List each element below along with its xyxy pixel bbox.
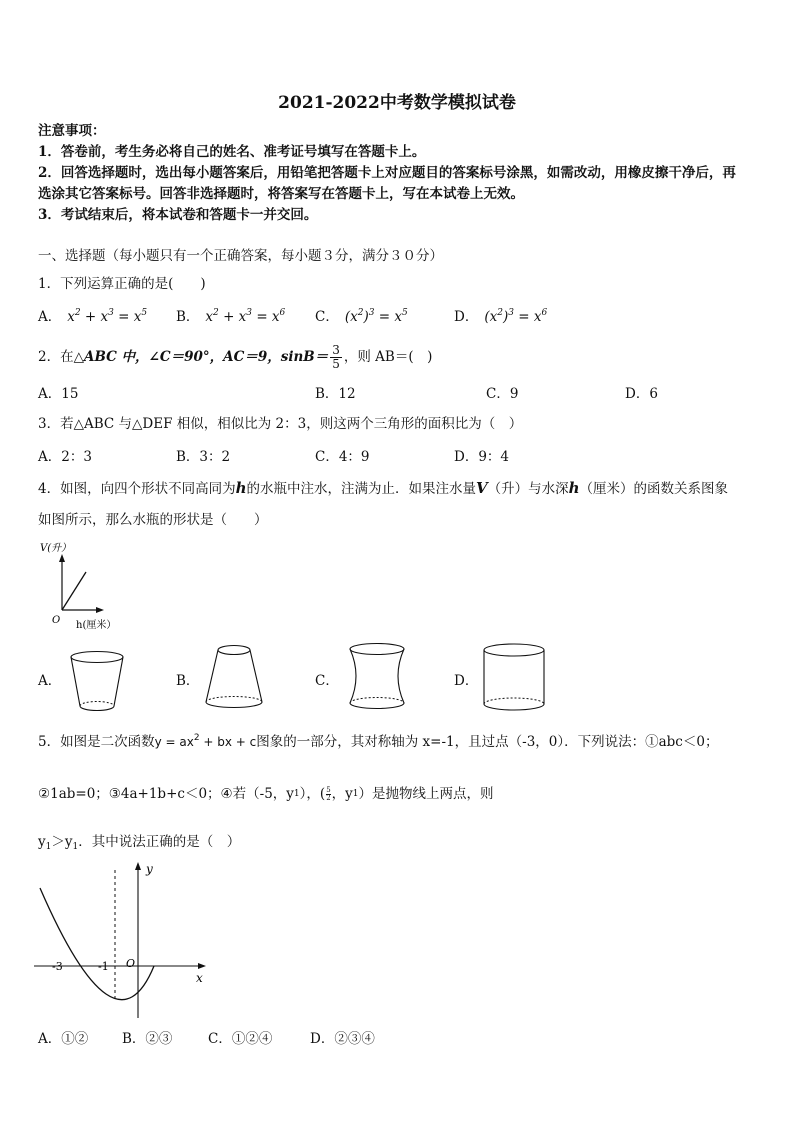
q5-parabola-graph (30, 856, 220, 1022)
page-title: 2021-2022中考数学模拟试卷 (278, 93, 516, 113)
q2-option-c: C．9 (486, 386, 519, 402)
q3-option-c: C．4：9 (315, 449, 370, 465)
q5-x-label: x (196, 971, 203, 985)
q4-option-a-bottle (66, 648, 128, 716)
q4-stem-line-2: 如图所示，那么水瓶的形状是（ ） (38, 512, 268, 528)
notice-item-2-line-1: 2．回答选择题时，选出每小题答案后，用铅笔把答题卡上对应题目的答案标号涂黑，如需改动，用橡皮擦干净后，再 (38, 165, 736, 181)
q4-option-d-label: D． (454, 673, 479, 689)
q4-graph-origin: O (52, 615, 61, 626)
q2-option-b: B．12 (315, 386, 356, 402)
q5-fraction: 5 2 (326, 785, 331, 802)
q5-parabola-curve (40, 888, 154, 1000)
q4-graph-xlabel: h(厘米） (76, 620, 117, 631)
q2-fraction: $\frac{3}{5}$ (332, 342, 340, 371)
q5-y-label: y (146, 862, 153, 876)
q5-option-d: D．②③④ (310, 1031, 375, 1047)
q2-stem: 2．在 △ABC 中，∠C＝90°，AC＝9，sinB＝ $\frac{3}{5}$ ，则 AB＝( ) (38, 342, 433, 371)
q4-graph-line (62, 572, 86, 610)
q4-option-c-label: C． (315, 673, 339, 689)
q4-graph-h-arrow (96, 607, 104, 613)
notice-item-2-line-2: 选涂其它答案标号。回答非选择题时，将答案写在答题卡上，写在本试卷上无效。 (38, 186, 524, 202)
q4-stem-line-1: 4．如图，向四个形状不同高同为h的水瓶中注水，注满为止．如果注水量V（升）与水深h（厘米）的函数关系图象 (38, 479, 729, 497)
q4-graph-ylabel: V(升） (40, 543, 72, 554)
q4-option-a-label: A． (38, 673, 62, 689)
q5-stem-line-2: ②1ab=0；③4a+1b+c＜0；④若（-5，y 1 ），( 5 2 ，y 1 ）是抛物线上两点，则 (38, 785, 494, 802)
notice-item-3: 3．考试结束后，将本试卷和答题卡一并交回。 (38, 207, 318, 223)
q5-origin-label: O (126, 957, 136, 970)
q1-stem: 1．下列运算正确的是( ) (38, 276, 206, 292)
q5-y-axis-arrow (135, 862, 141, 870)
q5-option-a: A．①② (38, 1031, 89, 1047)
q1-option-d: D． $(x^2)^3 = x^6$ (454, 308, 548, 325)
q4-option-d-bottle (480, 640, 548, 716)
q1-option-a: A． $x^2 + x^3 = x^5$ (38, 308, 148, 325)
q3-option-a: A．2：3 (38, 449, 92, 465)
q3-option-b: B．3：2 (176, 449, 231, 465)
q2-option-a: A．15 (38, 386, 79, 402)
q3-stem: 3．若△ABC 与△DEF 相似，相似比为 2：3，则这两个三角形的面积比为（ ） (38, 416, 523, 432)
q1-option-b: B． $x^2 + x^3 = x^6$ (176, 308, 286, 325)
q4-graph-v-arrow (59, 554, 65, 562)
q5-option-c: C．①②④ (208, 1031, 273, 1047)
q5-option-b: B．②③ (122, 1031, 173, 1047)
q5-x-axis-arrow (198, 963, 206, 969)
q5-stem-line-3: $y_1>y_1$．其中说法正确的是（ ） (38, 834, 241, 852)
q3-option-d: D．9：4 (454, 449, 510, 465)
section-heading: 一、选择题（每小题只有一个正确答案，每小题３分，满分３０分） (38, 248, 443, 264)
q4-option-c-bottle (344, 640, 410, 714)
q5-stem-line-1: 5．如图是二次函数$y = ax^2$ + bx + c图象的一部分，其对称轴为 x=-1，且过点（-3，0）．下列说法：①abc＜0； (38, 733, 719, 750)
q5-tick-minus-1: -1 (98, 960, 109, 973)
q4-volume-depth-graph (36, 538, 136, 634)
q2-option-d: D．6 (625, 386, 658, 402)
q4-option-b-label: B． (176, 673, 200, 689)
notice-heading: 注意事项： (38, 123, 106, 139)
q5-tick-minus-3: -3 (52, 960, 63, 973)
q1-option-c: C． $(x^2)^3 = x^5$ (315, 308, 408, 325)
notice-item-1: 1．答卷前，考生务必将自己的姓名、准考证号填写在答题卡上。 (38, 144, 426, 160)
q4-option-b-bottle (202, 642, 266, 712)
